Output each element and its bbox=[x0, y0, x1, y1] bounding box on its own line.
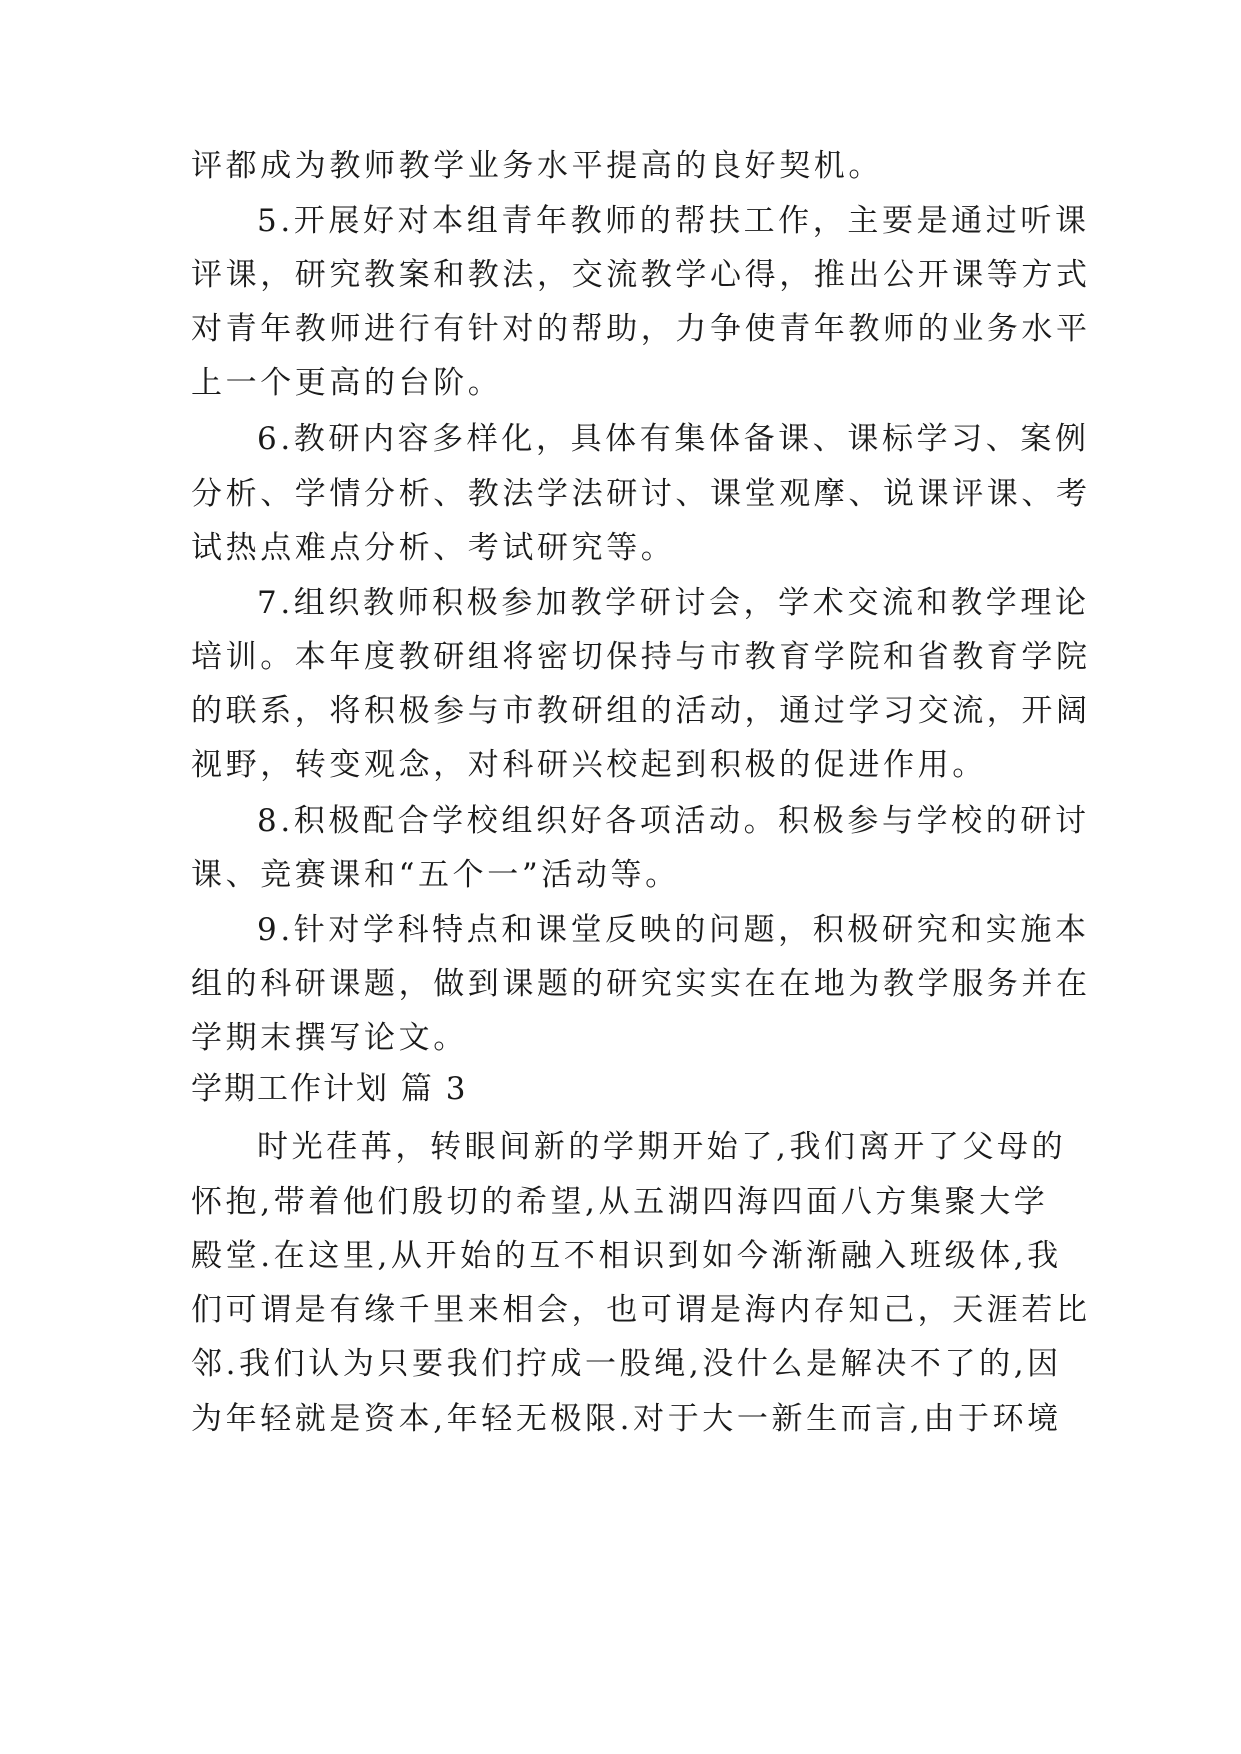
text-line: 殿堂.在这里,从开始的互不相识到如今渐渐融入班级体,我 bbox=[191, 1238, 1062, 1274]
text-line: 课、竞赛课和“五个一”活动等。 bbox=[191, 857, 680, 893]
text-line: 上一个更高的台阶。 bbox=[191, 365, 503, 401]
list-item-8: 8.积极配合学校组织好各项活动。积极参与学校的研讨 bbox=[257, 803, 1090, 839]
text-line: 怀抱,带着他们殷切的希望,从五湖四海四面八方集聚大学 bbox=[191, 1184, 1049, 1220]
text-line: 邻.我们认为只要我们拧成一股绳,没什么是解决不了的,因 bbox=[191, 1346, 1062, 1382]
text-line: 为年轻就是资本,年轻无极限.对于大一新生而言,由于环境 bbox=[191, 1401, 1062, 1437]
text-line: 评课，研究教案和教法，交流教学心得，推出公开课等方式 bbox=[191, 257, 1091, 293]
text-line: 分析、学情分析、教法学法研讨、课堂观摩、说课评课、考 bbox=[191, 476, 1091, 512]
text-line: 视野，转变观念，对科研兴校起到积极的促进作用。 bbox=[191, 747, 987, 783]
text-line: 对青年教师进行有针对的帮助，力争使青年教师的业务水平 bbox=[191, 311, 1091, 347]
text-line: 们可谓是有缘千里来相会，也可谓是海内存知己，天涯若比 bbox=[191, 1292, 1091, 1328]
list-item-9: 9.针对学科特点和课堂反映的问题，积极研究和实施本 bbox=[257, 912, 1090, 948]
list-item-7: 7.组织教师积极参加教学研讨会，学术交流和教学理论 bbox=[257, 585, 1090, 621]
text-line: 培训。本年度教研组将密切保持与市教育学院和省教育学院 bbox=[191, 639, 1091, 675]
list-item-6: 6.教研内容多样化，具体有集体备课、课标学习、案例 bbox=[257, 421, 1090, 457]
text-line: 的联系，将积极参与市教研组的活动，通过学习交流，开阔 bbox=[191, 693, 1091, 729]
section-heading: 学期工作计划 篇 3 bbox=[191, 1071, 468, 1107]
text-line: 学期末撰写论文。 bbox=[191, 1020, 468, 1056]
paragraph-start: 时光荏苒，转眼间新的学期开始了,我们离开了父母的 bbox=[257, 1129, 1067, 1165]
list-item-5: 5.开展好对本组青年教师的帮扶工作，主要是通过听课 bbox=[257, 203, 1090, 239]
text-line: 试热点难点分析、考试研究等。 bbox=[191, 530, 676, 566]
text-line: 组的科研课题，做到课题的研究实实在在地为教学服务并在 bbox=[191, 966, 1091, 1002]
text-line: 评都成为教师教学业务水平提高的良好契机。 bbox=[191, 148, 883, 184]
